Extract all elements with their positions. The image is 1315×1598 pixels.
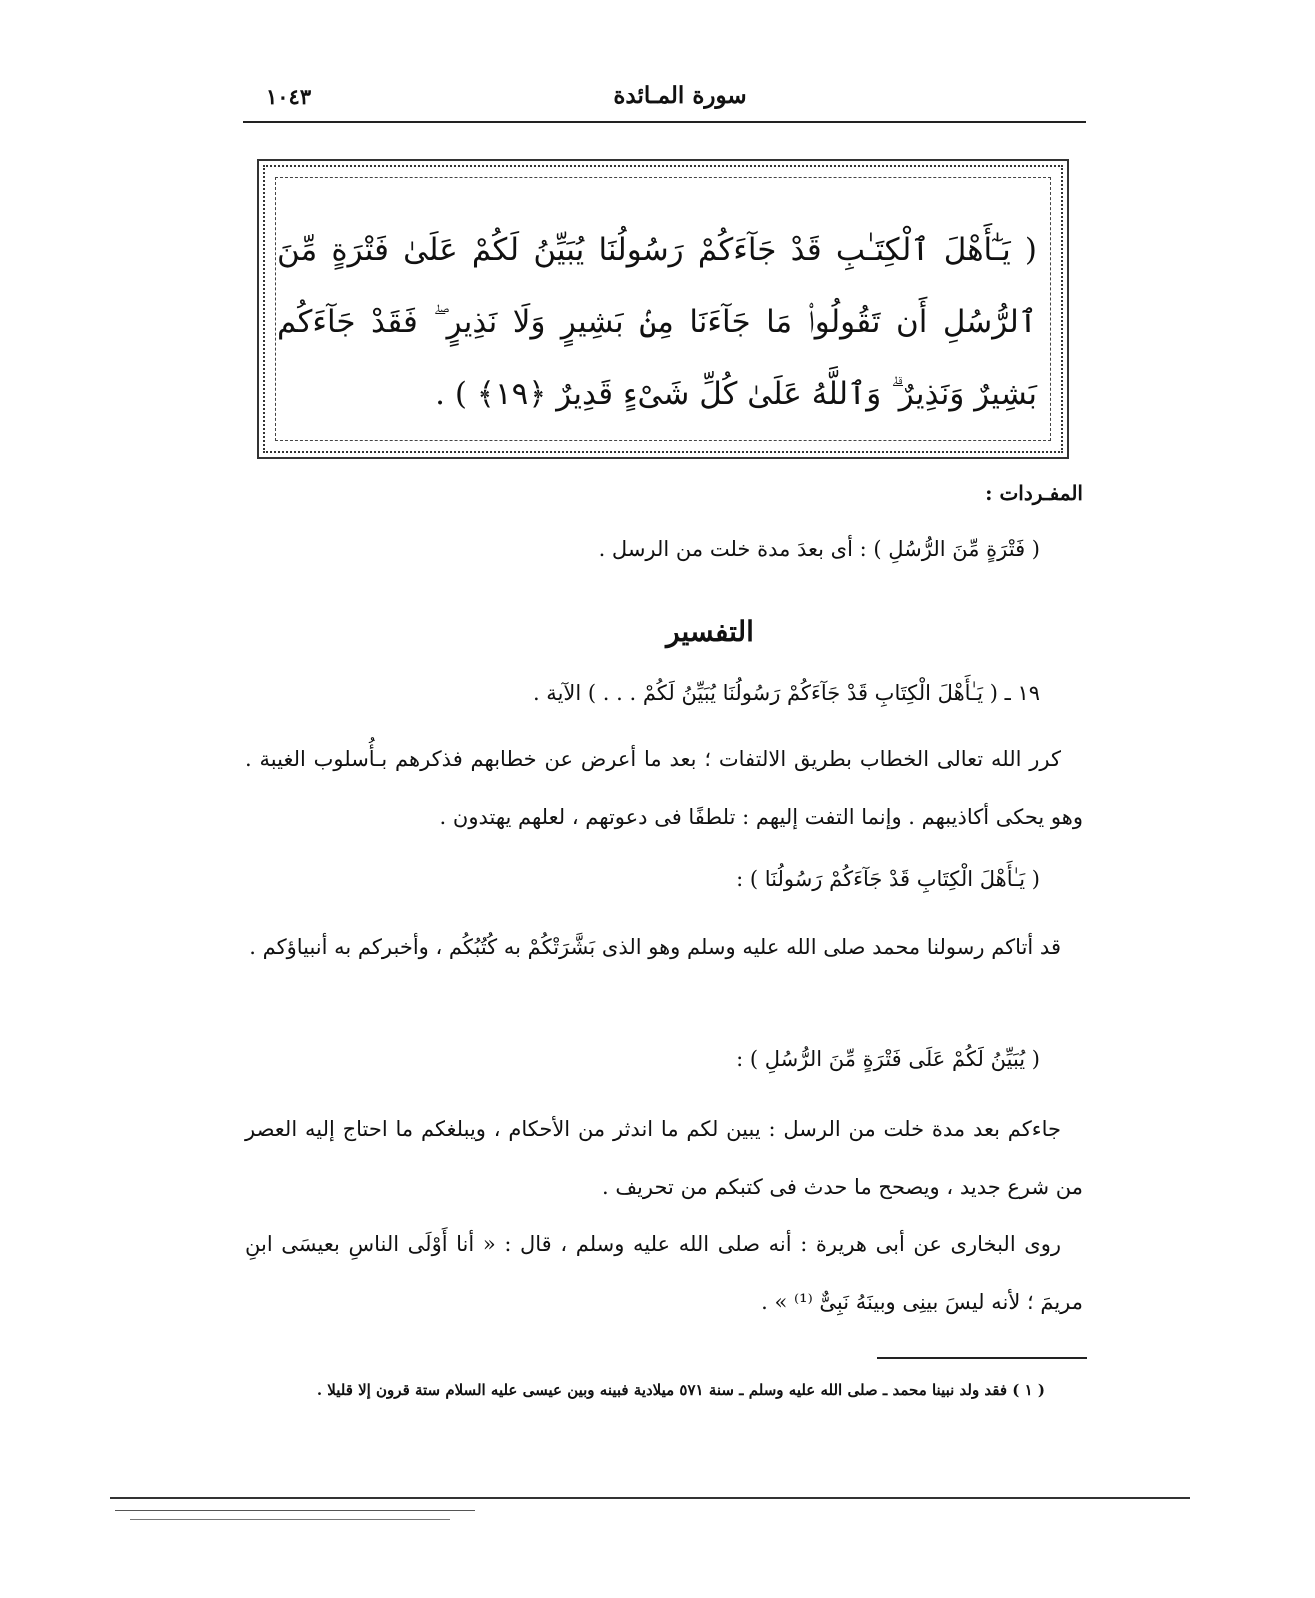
bottom-rule-short (115, 1510, 475, 1511)
quran-verse: ( يَـٰٓأَهْلَ ٱلْكِتَـٰبِ قَدْ جَآءَكُمْ رَسُولُنَا يُبَيِّنُ لَكُمْ عَلَىٰ فَتْرَةٍ مِّنَ ٱلرُّسُلِ أَن تَقُولُوا۟ مَا جَآءَنَا مِنۢ بَشِيرٍ وَلَا نَذِيرٍ ۖ فَقَدْ جَآءَكُم بَشِيرٌ وَنَذِيرٌ ۗ وَٱللَّهُ عَلَىٰ كُلِّ شَىْءٍ قَدِيرٌ ﴿١٩﴾ ) . (277, 232, 1037, 412)
surah-title: سورة المـائدة (613, 82, 747, 109)
page-number: ١٠٤٣ (266, 84, 312, 109)
tafsir-paragraph-2 (245, 918, 1083, 976)
footnote-divider (877, 1357, 1087, 1359)
tafsir-paragraph-1-text: كرر الله تعالى الخطاب بطريق الالتفات ؛ بعد ما أعرض عن خطابهم فذكرهم بـأُسلوب الغيبة . وهو يحكى أكاذيبهم . وإنما التفت إليهم : تلطفًا فى دعوتهم ، لعلهم يهتدون . (245, 747, 1083, 829)
tafsir-paragraph-3-text: جاءكم بعد مدة خلت من الرسل : يبين لكم ما اندثر من الأحكام ، ويبلغكم ما احتاج إليه العصر من شرع جديد ، ويصحح ما حدث فى كتبكم من تحريف . (245, 1117, 1083, 1199)
bottom-rule-faint (130, 1519, 450, 1520)
tafsir-paragraph-2-text: قد أتاكم رسولنا محمد صلى الله عليه وسلم وهو الذى بَشَّرَتْكُمْ به كُتُبُكُم ، وأخبركم به أنبياؤكم . (249, 935, 1061, 959)
tafsir-paragraph-1 (245, 730, 1083, 846)
vocabulary-label: المفـردات : (985, 481, 1083, 505)
footnote: ( ١ ) فقد ولد نبينا محمد ـ صلى الله عليه وسلم ـ سنة ٥٧١ ميلادية فبينه وبين عيسى عليه السلام ستة قرون إلا قليلا . (316, 1381, 1045, 1399)
vocabulary-entry: ( فَتْرَةٍ مِّنَ الرُّسُلِ ) : أى بعدَ مدة خلت من الرسل . (598, 537, 1040, 561)
tafsir-paragraph-4 (245, 1215, 1083, 1331)
header-divider (243, 121, 1086, 123)
bottom-rule (110, 1497, 1190, 1499)
tafsir-verse-ref: ١٩ ـ ( يَـٰأَهْلَ الْكِتَابِ قَدْ جَآءَكُمْ رَسُولُنَا يُبَيِّنُ لَكُمْ . . . ) الآية . (532, 681, 1040, 705)
tafsir-quote-1: ( يَـٰأَهْلَ الْكِتَابِ قَدْ جَآءَكُمْ رَسُولُنَا ) : (736, 867, 1040, 891)
tafsir-paragraph-4-text: روى البخارى عن أبى هريرة : أنه صلى الله عليه وسلم ، قال : « أنا أَوْلَى الناسِ بعيسَى ابنِ مريمَ ؛ لأنه ليسَ بينِى وبينَهُ نَبِىٌّ ⁽¹⁾ » . (245, 1232, 1083, 1314)
tafsir-heading: التفسير (666, 615, 754, 648)
tafsir-paragraph-3 (245, 1100, 1083, 1216)
tafsir-quote-2: ( يُبَيِّنُ لَكُمْ عَلَى فَتْرَةٍ مِّنَ الرُّسُلِ ) : (736, 1047, 1040, 1071)
